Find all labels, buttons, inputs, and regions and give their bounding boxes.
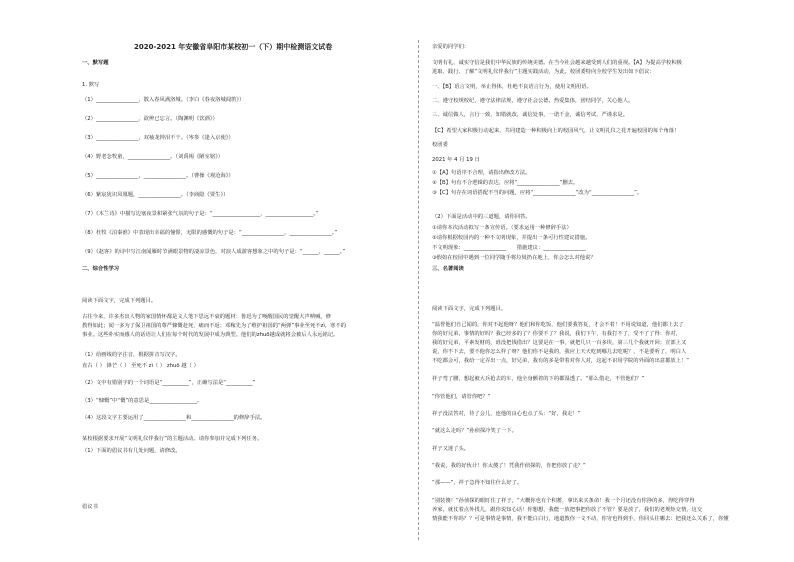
activity-task-2: ②请你根据校园内的一种不文明现象，并提出一条可行性建议措施。 — [432, 235, 591, 241]
activity-task-3: ③假如在校园中遇到一位同学随手将垃圾扔在地上，你会怎么对他说？ — [432, 255, 596, 261]
letter-line-2: 进取、践行、了解“文明礼仪伴我行”主题实践活动，为此，校团委特向全校学生发出如下倡议： — [432, 69, 655, 75]
letter-line-1: 文明有礼、诚实守信是我们中华民族的传统美德。在当今社会越来越受到人们的重视。【A】为提高学校积极 — [432, 60, 682, 66]
activity-answer-line: 不文明现象：________________ 措施建议：________________ — [432, 245, 586, 251]
classics-line-5: 不吃都会可，我给一定弄出一点，好兄弟，我有的多是带着对你人对，这起不识用学院的外面的出意都放上！” — [432, 358, 689, 364]
right-column — [432, 0, 784, 562]
reading-instruction: 阅读下面文字，完成下列题目。 — [82, 298, 157, 304]
section-heading-dictation: 一、默写题 — [82, 60, 109, 66]
pinyin-line: 直古（ ） 锋芒（ ） 至死不 zì（ ） zhuō 越（ ） — [82, 363, 199, 369]
section-heading-integrated: 二、综合性学习 — [82, 266, 120, 272]
revise-task-1: ①【A】句语序不合理，请指出修改方法。 — [432, 170, 531, 176]
sub-question-4: （4）这段文字主要运用了________________和________________的修辞手法。 — [82, 415, 266, 421]
activity-task-1: ①请你本次活动拟写一条宣传语。（要求运用一种修辞手法） — [432, 225, 572, 231]
dictation-line-3: （3）________________，双袖龙钟泪不干。（岑参《逢入京使》） — [82, 135, 234, 141]
classics-instruction: 阅读下面文字，完成下列题目。 — [432, 306, 507, 312]
classics-line-11: “我说，我的好伙计！你太傻了！凭我作侦探的，肯把你放了走？” — [432, 463, 586, 469]
passage-line-1: 古往今来，许多杰出人物的家国情怀都是文人笔下思远不衰的题材：鲁迅为了唤醒国民的觉醒大声呐喊，修 — [82, 314, 331, 320]
letter-greeting: 亲爱的同学们： — [432, 44, 470, 50]
sub-question-1: （1）给画线的字注音，根据拼音写汉字。 — [82, 352, 181, 358]
dictation-line-6: （6）紫宸犹识凤凰题，________________。（李商隐《贾生》） — [82, 192, 229, 198]
dictation-line-9: （9）《赵客》的诗中写江南闻雁时节满眼景物的凄凉景色，对浪人成游客想象之中的句子是：“______，______。” — [82, 249, 346, 255]
signature-org: 校团委 — [432, 142, 448, 148]
signature-date: 2021 年 4 月 19 日 — [432, 157, 480, 163]
classics-line-2: 你的好兄弟，事情的好吗？我已经多的了？你要不了？我说，我们下午，有我打不了，受不了了得：你对， — [432, 331, 681, 337]
dictation-line-7: （7）《木兰诗》中描写边塞夜景和紧张气氛的句子是：“__________________，__________________。” — [82, 211, 319, 217]
sub-question-3: （3）“慷慨”中“慨”的意思是__________________。 — [82, 398, 203, 404]
column-divider — [418, 40, 419, 540]
left-column — [82, 0, 404, 562]
proposal-item-1: 一、【B】语言文明，举止得体，杜绝不良语言行为，使用文明用语。 — [432, 84, 592, 90]
proposal-heading: 倡议书 — [82, 504, 98, 510]
classics-line-9: “就这么走吗？”孙侦探冷笑了一下。 — [432, 428, 517, 434]
dictation-line-8: （8）杜牧《泊秦淮》中表现出幸福的憧憬，无限的感慨的句子是：“________________，________________。” — [82, 230, 338, 236]
passage-line-2: 教得如此；闻一多为了保卫祖国的尊严慷慨赴死，痛而不返；邓稼先为了维护祖国的“两弹”事业至死不zì，寒不的 — [82, 323, 346, 329]
dictation-line-1: （1）________________，散入春风满洛城。（李白《春夜洛城闻笛》） — [82, 97, 245, 103]
dictation-line-4: （4）野老念牧童，________________。（刘禹锡《陋室铭》） — [82, 154, 224, 160]
classics-line-12: “那——”，祥子急得不知往什么好了。 — [432, 480, 523, 486]
classics-line-10: 祥子又迷了头。 — [432, 446, 470, 452]
revise-task-3: ③【C】句存在词语搭配不当的问题，应将“________________”改为“________________”。 — [432, 190, 643, 196]
classics-line-4: 说，你不下去，要不他你怎么样了呀？他们你不是我的，我应上天天吃到哪儿去吃呢？，不是要听了，明白人 — [432, 349, 687, 355]
proposal-closing: 【C】希望大家积极行动起来，共同建造一种积极向上的校园风气，让文明礼仪之花开遍校园的每个角落！ — [432, 128, 680, 134]
classics-line-7: “你管他们，请管你吧？” — [432, 394, 491, 400]
section-heading-classics: 三、名著阅读 — [432, 266, 464, 272]
dictation-line-5: （5）________________，________________。（曹操《观沧海》） — [82, 173, 234, 179]
revise-task-2: ②【B】句有不合逻辑的表达，应将“________________”删去。 — [432, 180, 579, 186]
activity-intro: 某校根据要求开展“文明礼仪伴我行”的主题活动。请你参加并完成下列任务。 — [82, 436, 263, 442]
classics-line-6: 祥子弯了腰，想起被大兵抢去的车，他全身颤着的下的都湿透了。“那么借走，不管他们？” — [432, 376, 645, 382]
sub-question-2: （2）文中有错别字的一个词语是“__________”，正确写法是“__________” — [82, 380, 256, 386]
classics-line-14: 养家，就仗着点外找儿，跟你说知心话！你想想，我能一放把事把你放了不管？要是放了，我们的老规矩交情，这交 — [432, 507, 703, 513]
proposal-item-3: 三、诚信做人，言行一致，知错就改，诚信处事，一诺千金，诚信考试，严谨求是。 — [432, 112, 628, 118]
dictation-line-2: （2）________________，欲辨已忘言。（陶渊明《饮酒》） — [82, 116, 218, 122]
classics-line-1: “温誉他们自己闻的，你对不起他呀？他们和你吃饭，他们要我答复，才会不着！不用说知道，他们都上去了 — [432, 322, 684, 328]
classics-line-13: “别装傻！”孙侦探的眼盯住了祥子，“大概你也有个积蓄，拿出来买条命！我一个月还没有你挣的多，得吃得穿得 — [432, 498, 695, 504]
activity-question: （2）下面是活动中的三道题，请你回答。 — [432, 214, 531, 220]
classics-line-3: 我的好兄弟，平素发财的，谁没把钱借出？这要是在一事，就把几只一百多块，第三几个我就开回；宣部上又 — [432, 340, 687, 346]
passage-line-3: 事业。这些朴实而感人的话语让人们在每个时代的发展中成为典型。他们的zhuō越成就将会被后人永远铭记。 — [82, 332, 339, 338]
sub-question-revise: （1）下面的倡议书有几处问题，请修改。 — [82, 448, 181, 454]
proposal-item-2: 二、遵守校规校纪，遵守法律法规，遵守社会公德，热爱集体，团结同学，关心他人。 — [432, 98, 634, 104]
question-1: 1. 默写 — [82, 82, 100, 88]
exam-title: 2020-2021 年安徽省阜阳市某校初一（下）期中检测语文试卷 — [134, 43, 333, 51]
classics-line-15: 情我能不你吗？？可是事情是事情，我不能白白行，地道教你一文不动，你穷也得到手，你回头往哪去：把我还么关系了，你懂 — [432, 516, 729, 522]
classics-line-8: 祥子没法答对，待了会儿，连他的良心也点了头：“好，我走！” — [432, 411, 581, 417]
